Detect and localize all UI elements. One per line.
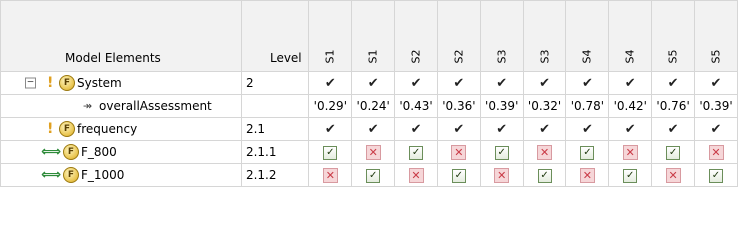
scenario-cell[interactable]	[395, 118, 438, 141]
attribute-value: '0.24'	[356, 99, 390, 113]
column-header-label: Model Elements	[65, 51, 161, 65]
checked-checkbox-icon[interactable]: ✓	[495, 146, 509, 160]
table-row[interactable]	[1, 164, 738, 187]
scenario-cell[interactable]	[480, 164, 523, 187]
checkmark-icon: ✔	[624, 75, 636, 91]
checked-checkbox-icon[interactable]: ✓	[452, 169, 466, 183]
table-row[interactable]	[1, 95, 738, 118]
feature-icon: F	[63, 144, 79, 160]
excluded-checkbox-icon[interactable]: ✕	[666, 168, 681, 183]
excluded-checkbox-icon[interactable]: ✕	[709, 145, 724, 160]
excluded-checkbox-icon[interactable]: ✕	[580, 168, 595, 183]
scenario-cell[interactable]	[695, 118, 738, 141]
level-cell: 2.1.2	[241, 164, 308, 187]
level-cell: 2	[241, 72, 308, 95]
excluded-checkbox-icon[interactable]: ✕	[623, 145, 638, 160]
attribute-value: '0.39'	[699, 99, 733, 113]
scenario-cell[interactable]	[352, 95, 395, 118]
checkmark-icon: ✔	[667, 75, 679, 91]
level-cell	[241, 95, 308, 118]
scenario-cell[interactable]	[352, 164, 395, 187]
scenario-cell[interactable]	[566, 95, 609, 118]
scenario-cell[interactable]	[652, 95, 695, 118]
column-header-scenario[interactable]	[437, 1, 480, 72]
scenario-cell[interactable]	[395, 141, 438, 164]
checked-checkbox-icon[interactable]: ✓	[538, 169, 552, 183]
checkmark-icon: ✔	[410, 121, 422, 137]
collapse-toggle-icon[interactable]: −	[26, 77, 35, 88]
model-element-label: frequency	[77, 122, 138, 136]
scenario-cell[interactable]	[652, 118, 695, 141]
attribute-icon: ↠	[83, 99, 93, 113]
alternative-icon: ⟺	[41, 167, 60, 183]
scenario-cell[interactable]	[480, 95, 523, 118]
excluded-checkbox-icon[interactable]: ✕	[323, 168, 338, 183]
model-element-label: overallAssessment	[99, 99, 212, 113]
scenario-cell[interactable]	[523, 164, 566, 187]
feature-icon: F	[59, 75, 75, 91]
model-element-cell[interactable]	[1, 164, 242, 187]
scenario-cell[interactable]	[566, 72, 609, 95]
column-header-level[interactable]	[241, 1, 308, 72]
excluded-checkbox-icon[interactable]: ✕	[537, 145, 552, 160]
scenario-label: S2	[452, 49, 466, 64]
column-header-scenario[interactable]	[480, 1, 523, 72]
scenario-label: S4	[580, 49, 594, 64]
scenario-cell[interactable]	[480, 141, 523, 164]
column-header-scenario[interactable]	[652, 1, 695, 72]
checked-checkbox-icon[interactable]: ✓	[709, 169, 723, 183]
mandatory-icon: !	[47, 75, 54, 91]
scenario-cell[interactable]	[437, 164, 480, 187]
attribute-value: '0.39'	[485, 99, 519, 113]
alternative-icon: ⟺	[41, 144, 60, 160]
column-header-label: Level	[269, 51, 302, 65]
scenario-cell[interactable]	[695, 164, 738, 187]
excluded-checkbox-icon[interactable]: ✕	[366, 145, 381, 160]
scenario-cell[interactable]	[309, 141, 352, 164]
scenario-cell[interactable]	[609, 118, 652, 141]
scenario-label: S3	[495, 49, 509, 64]
excluded-checkbox-icon[interactable]: ✕	[494, 168, 509, 183]
model-element-cell[interactable]	[1, 95, 242, 118]
column-header-scenario[interactable]	[695, 1, 738, 72]
scenario-cell[interactable]	[480, 72, 523, 95]
column-header-scenario[interactable]	[395, 1, 438, 72]
scenario-cell[interactable]	[352, 118, 395, 141]
scenario-cell[interactable]	[609, 164, 652, 187]
attribute-value: '0.36'	[442, 99, 476, 113]
scenario-cell[interactable]	[523, 95, 566, 118]
scenario-cell[interactable]	[437, 95, 480, 118]
attribute-value: '0.78'	[570, 99, 605, 113]
scenario-cell[interactable]	[652, 141, 695, 164]
column-header-scenario[interactable]	[309, 1, 352, 72]
checkmark-icon: ✔	[710, 121, 722, 137]
model-element-label: F_1000	[81, 168, 125, 182]
checkmark-icon: ✔	[667, 121, 679, 137]
scenario-cell[interactable]	[695, 72, 738, 95]
scenario-cell[interactable]	[309, 95, 352, 118]
table-body	[1, 72, 738, 187]
attribute-value: '0.43'	[399, 99, 433, 113]
checked-checkbox-icon[interactable]: ✓	[366, 169, 380, 183]
scenario-cell[interactable]	[609, 72, 652, 95]
checkmark-icon: ✔	[324, 121, 336, 137]
checkmark-icon: ✔	[367, 121, 379, 137]
column-header-model-elements[interactable]	[1, 1, 242, 72]
column-header-scenario[interactable]	[609, 1, 652, 72]
scenario-cell[interactable]	[309, 164, 352, 187]
scenario-cell[interactable]	[523, 118, 566, 141]
checkmark-icon: ✔	[710, 75, 722, 91]
scenario-label: S2	[409, 49, 423, 64]
model-element-cell[interactable]	[1, 118, 242, 141]
checkmark-icon: ✔	[539, 75, 551, 91]
attribute-value: '0.32'	[527, 99, 562, 113]
scenario-cell[interactable]	[652, 164, 695, 187]
mandatory-icon: !	[47, 121, 54, 137]
scenario-cell[interactable]	[609, 95, 652, 118]
model-element-label: System	[77, 76, 122, 90]
level-cell: 2.1.1	[241, 141, 308, 164]
excluded-checkbox-icon[interactable]: ✕	[451, 145, 466, 160]
scenario-cell[interactable]	[480, 118, 523, 141]
scenario-cell[interactable]	[566, 141, 609, 164]
scenario-cell[interactable]	[652, 72, 695, 95]
scenario-cell[interactable]	[395, 164, 438, 187]
checkmark-icon: ✔	[453, 121, 465, 137]
excluded-checkbox-icon[interactable]: ✕	[409, 168, 424, 183]
column-header-scenario[interactable]	[523, 1, 566, 72]
scenario-label: S4	[623, 49, 637, 64]
scenario-label: S1	[366, 49, 380, 64]
scenario-cell[interactable]	[523, 72, 566, 95]
table-row[interactable]	[1, 141, 738, 164]
scenario-cell[interactable]	[309, 118, 352, 141]
scenario-cell[interactable]	[352, 72, 395, 95]
scenario-cell[interactable]	[695, 95, 738, 118]
scenario-cell[interactable]	[437, 118, 480, 141]
checkmark-icon: ✔	[581, 75, 593, 91]
table-row[interactable]	[1, 72, 738, 95]
checked-checkbox-icon[interactable]: ✓	[580, 146, 594, 160]
column-header-scenario[interactable]	[352, 1, 395, 72]
scenario-label: S3	[538, 49, 552, 64]
scenario-cell[interactable]	[609, 141, 652, 164]
attribute-value: '0.76'	[656, 99, 690, 113]
column-header-scenario[interactable]	[566, 1, 609, 72]
checked-checkbox-icon[interactable]: ✓	[323, 146, 337, 160]
model-element-label: F_800	[81, 145, 117, 159]
checkmark-icon: ✔	[410, 75, 422, 91]
feature-icon: F	[63, 167, 79, 183]
attribute-value: '0.42'	[613, 99, 647, 113]
scenario-cell[interactable]	[395, 95, 438, 118]
level-cell: 2.1	[241, 118, 308, 141]
checkmark-icon: ✔	[581, 121, 593, 137]
checkmark-icon: ✔	[496, 121, 508, 137]
checked-checkbox-icon[interactable]: ✓	[409, 146, 423, 160]
scenario-label: S1	[323, 49, 337, 64]
table-row[interactable]	[1, 118, 738, 141]
model-element-cell[interactable]	[1, 72, 242, 95]
attribute-value: '0.29'	[313, 99, 347, 113]
header-row	[1, 1, 738, 72]
checkmark-icon: ✔	[324, 75, 336, 91]
checkmark-icon: ✔	[453, 75, 465, 91]
scenario-label: S5	[666, 49, 680, 64]
scenario-cell[interactable]	[352, 141, 395, 164]
checkmark-icon: ✔	[367, 75, 379, 91]
model-element-cell[interactable]	[1, 141, 242, 164]
checkmark-icon: ✔	[496, 75, 508, 91]
scenario-cell[interactable]	[309, 72, 352, 95]
scenario-cell[interactable]	[437, 72, 480, 95]
scenario-cell[interactable]	[523, 141, 566, 164]
scenario-cell[interactable]	[437, 141, 480, 164]
feature-icon: F	[59, 121, 75, 137]
scenario-cell[interactable]	[566, 164, 609, 187]
checked-checkbox-icon[interactable]: ✓	[666, 146, 680, 160]
checkmark-icon: ✔	[624, 121, 636, 137]
scenario-label: S5	[709, 49, 723, 64]
checkmark-icon: ✔	[539, 121, 551, 137]
scenario-cell[interactable]	[566, 118, 609, 141]
checked-checkbox-icon[interactable]: ✓	[623, 169, 637, 183]
scenario-cell[interactable]	[695, 141, 738, 164]
scenario-cell[interactable]	[395, 72, 438, 95]
